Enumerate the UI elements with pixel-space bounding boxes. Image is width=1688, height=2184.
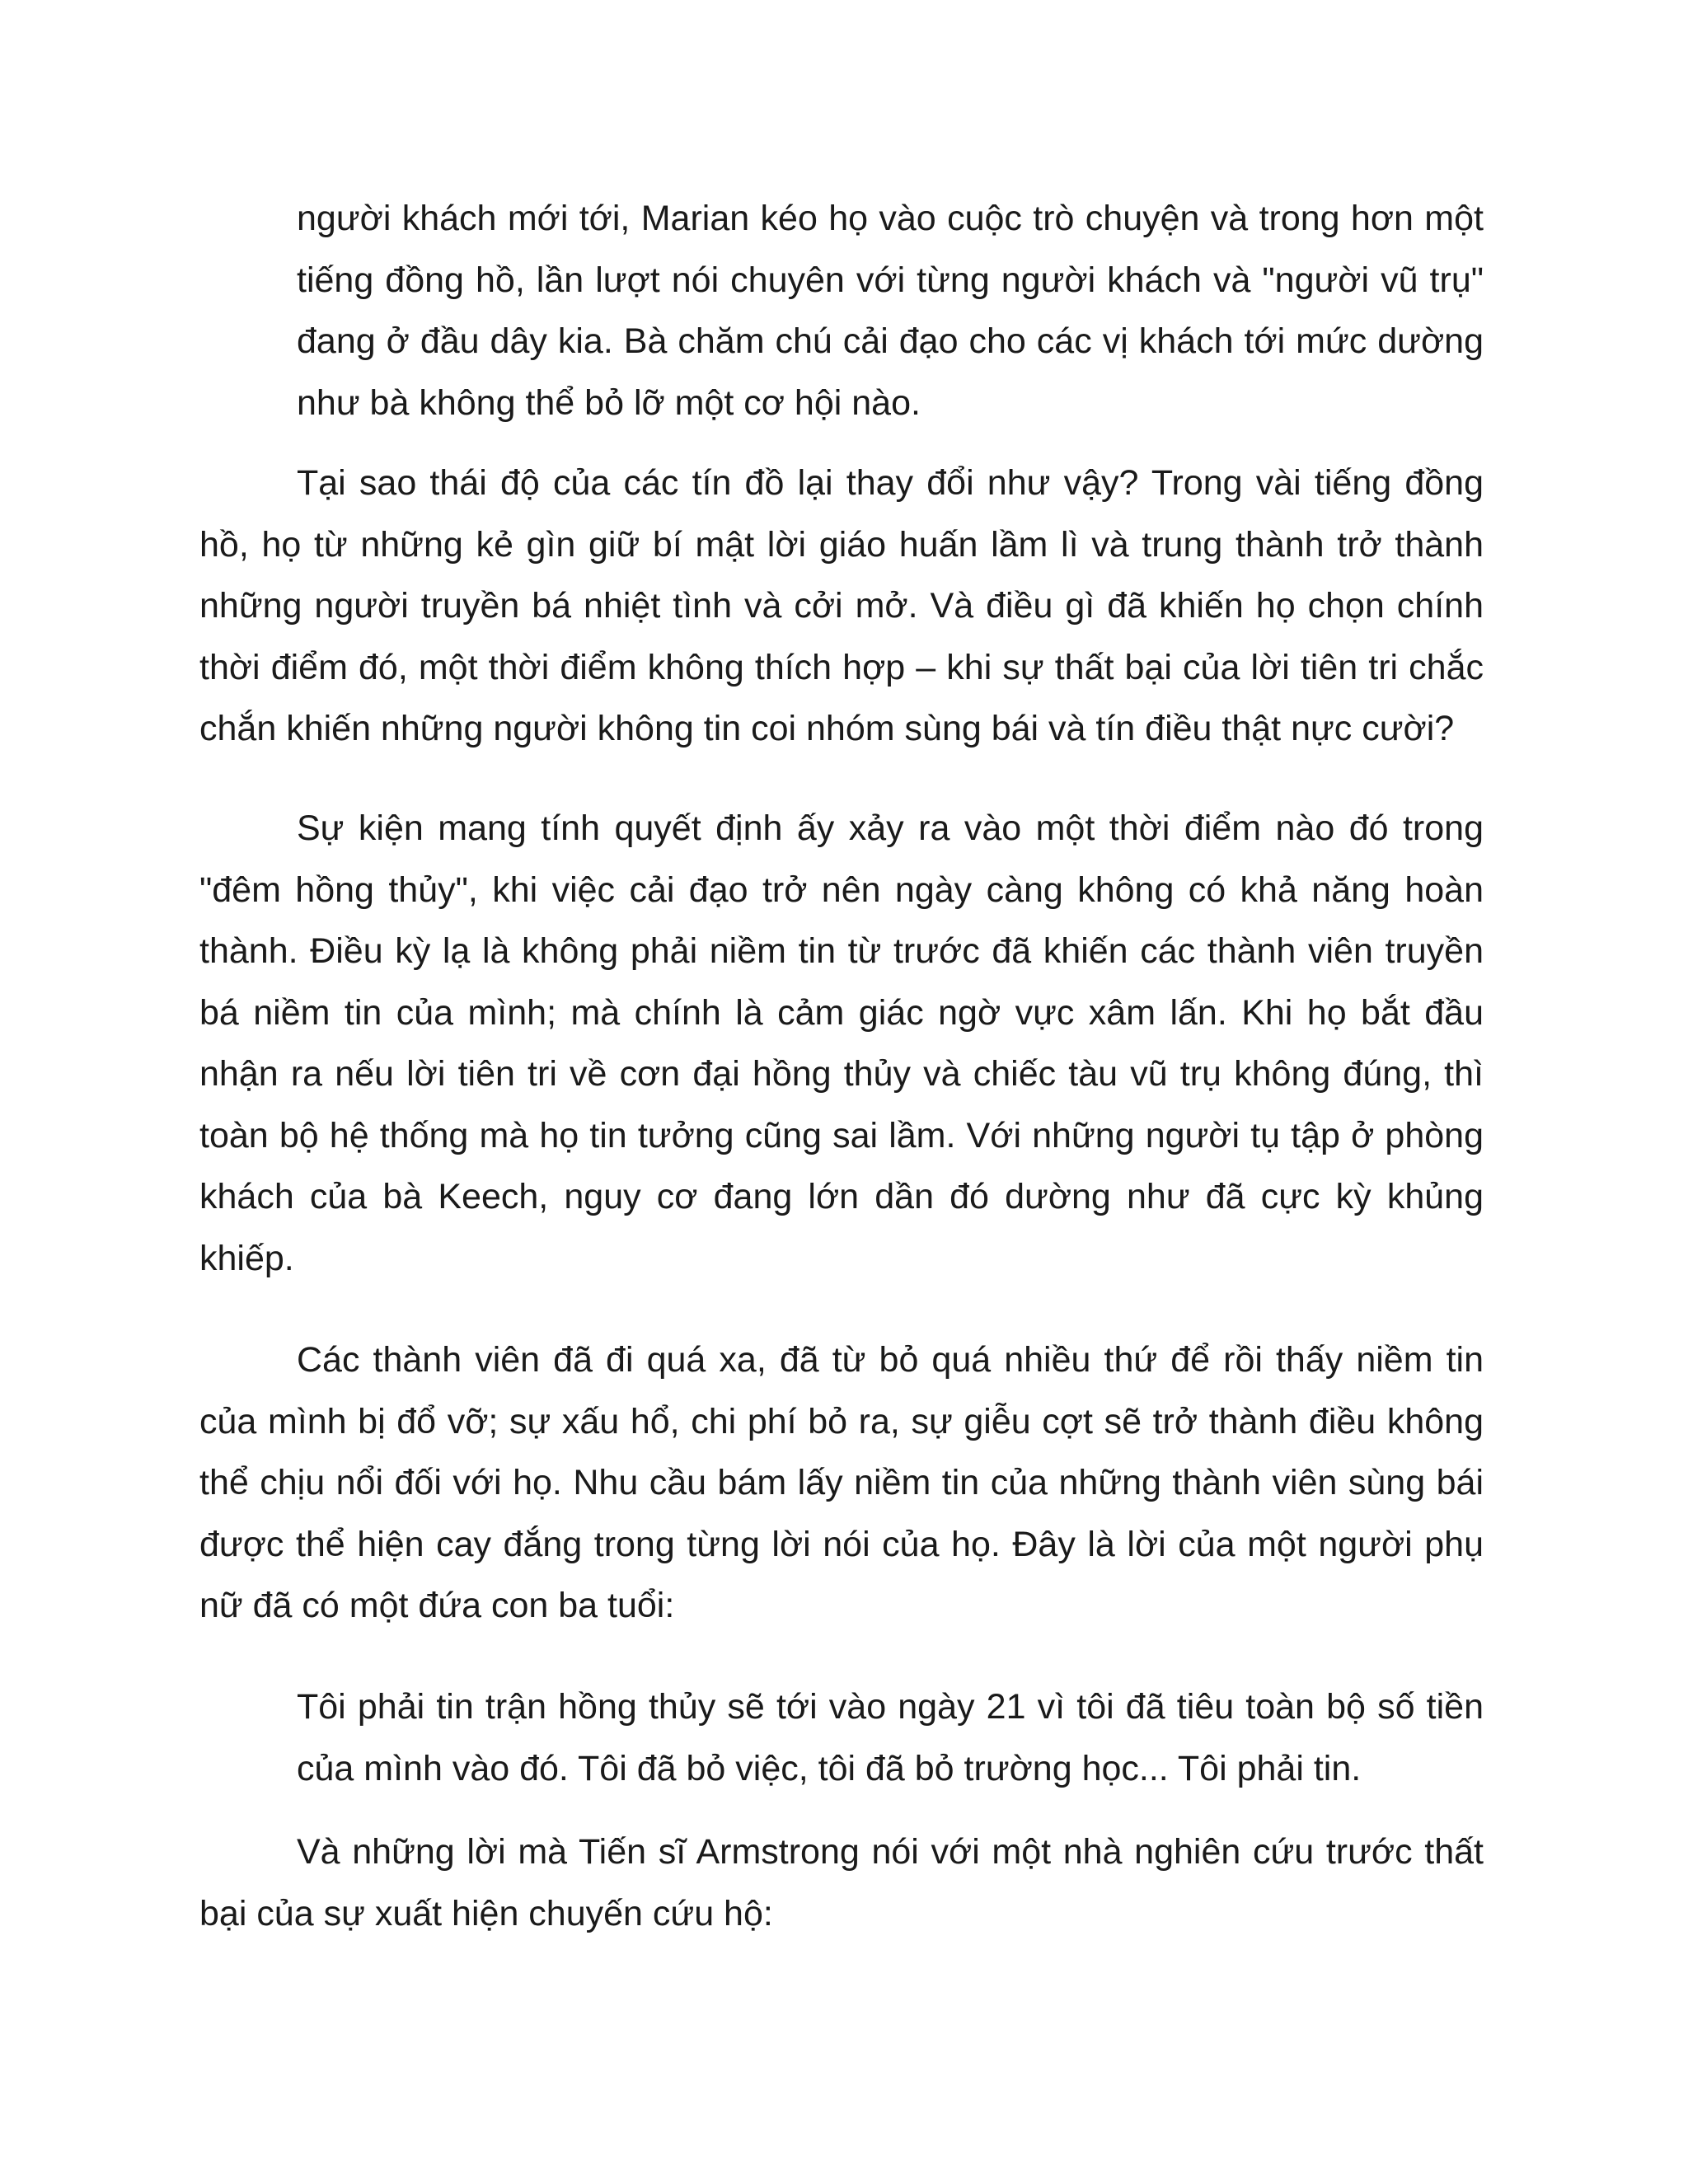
paragraph-decisive-event: Sự kiện mang tính quyết định ấy xảy ra vào một thời điểm nào đó trong "đêm hồng thủy", khi việc cải đạo trở nên ngày càng không có khả năng hoàn thành. Điều kỳ lạ là không phải niềm tin từ trước đã khiến các thành viên truyền bá niềm tin của mình; mà chính là cảm giác ngờ vực xâm lấn. Khi họ bắt đầu nhận ra nếu lời tiên tri về cơn đại hồng thủy và chiếc tàu vũ trụ không đúng, thì toàn bộ hệ thống mà họ tin tưởng cũng sai lầm. Với những người tụ tập ở phòng khách của bà Keech, nguy cơ đang lớn dần đó dường như đã cực kỳ khủng khiếp.: [199, 808, 1484, 1278]
quote-mother: Tôi phải tin trận hồng thủy sẽ tới vào ngày 21 vì tôi đã tiêu toàn bộ số tiền của mình vào đó. Tôi đã bỏ việc, tôi đã bỏ trường học... Tôi phải tin.: [297, 1687, 1484, 1788]
paragraph-armstrong-intro: Và những lời mà Tiến sĩ Armstrong nói với một nhà nghiên cứu trước thất bại của sự xuất hiện chuyến cứu hộ:: [199, 1832, 1484, 1933]
quote-continuation: người khách mới tới, Marian kéo họ vào cuộc trò chuyện và trong hơn một tiếng đồng hồ, lần lượt nói chuyên với từng người khách và "người vũ trụ" đang ở đầu dây kia. Bà chăm chú cải đạo cho các vị khách tới mức dường như bà không thể bỏ lỡ một cơ hội nào.: [297, 199, 1484, 423]
paragraph-attitude-change: Tại sao thái độ của các tín đồ lại thay đổi như vậy? Trong vài tiếng đồng hồ, họ từ những kẻ gìn giữ bí mật lời giáo huấn lầm lì và trung thành trở thành những người truyền bá nhiệt tình và cởi mở. Và điều gì đã khiến họ chọn chính thời điểm đó, một thời điểm không thích hợp – khi sự thất bại của lời tiên tri chắc chắn khiến những người không tin coi nhóm sùng bái và tín điều thật nực cười?: [199, 463, 1484, 748]
paragraph-members-went-too-far: Các thành viên đã đi quá xa, đã từ bỏ quá nhiều thứ để rồi thấy niềm tin của mình bị đổ vỡ; sự xấu hổ, chi phí bỏ ra, sự giễu cợt sẽ trở thành điều không thể chịu nổi đối với họ. Nhu cầu bám lấy niềm tin của những thành viên sùng bái được thể hiện cay đắng trong từng lời nói của họ. Đây là lời của một người phụ nữ đã có một đứa con ba tuổi:: [199, 1340, 1484, 1625]
